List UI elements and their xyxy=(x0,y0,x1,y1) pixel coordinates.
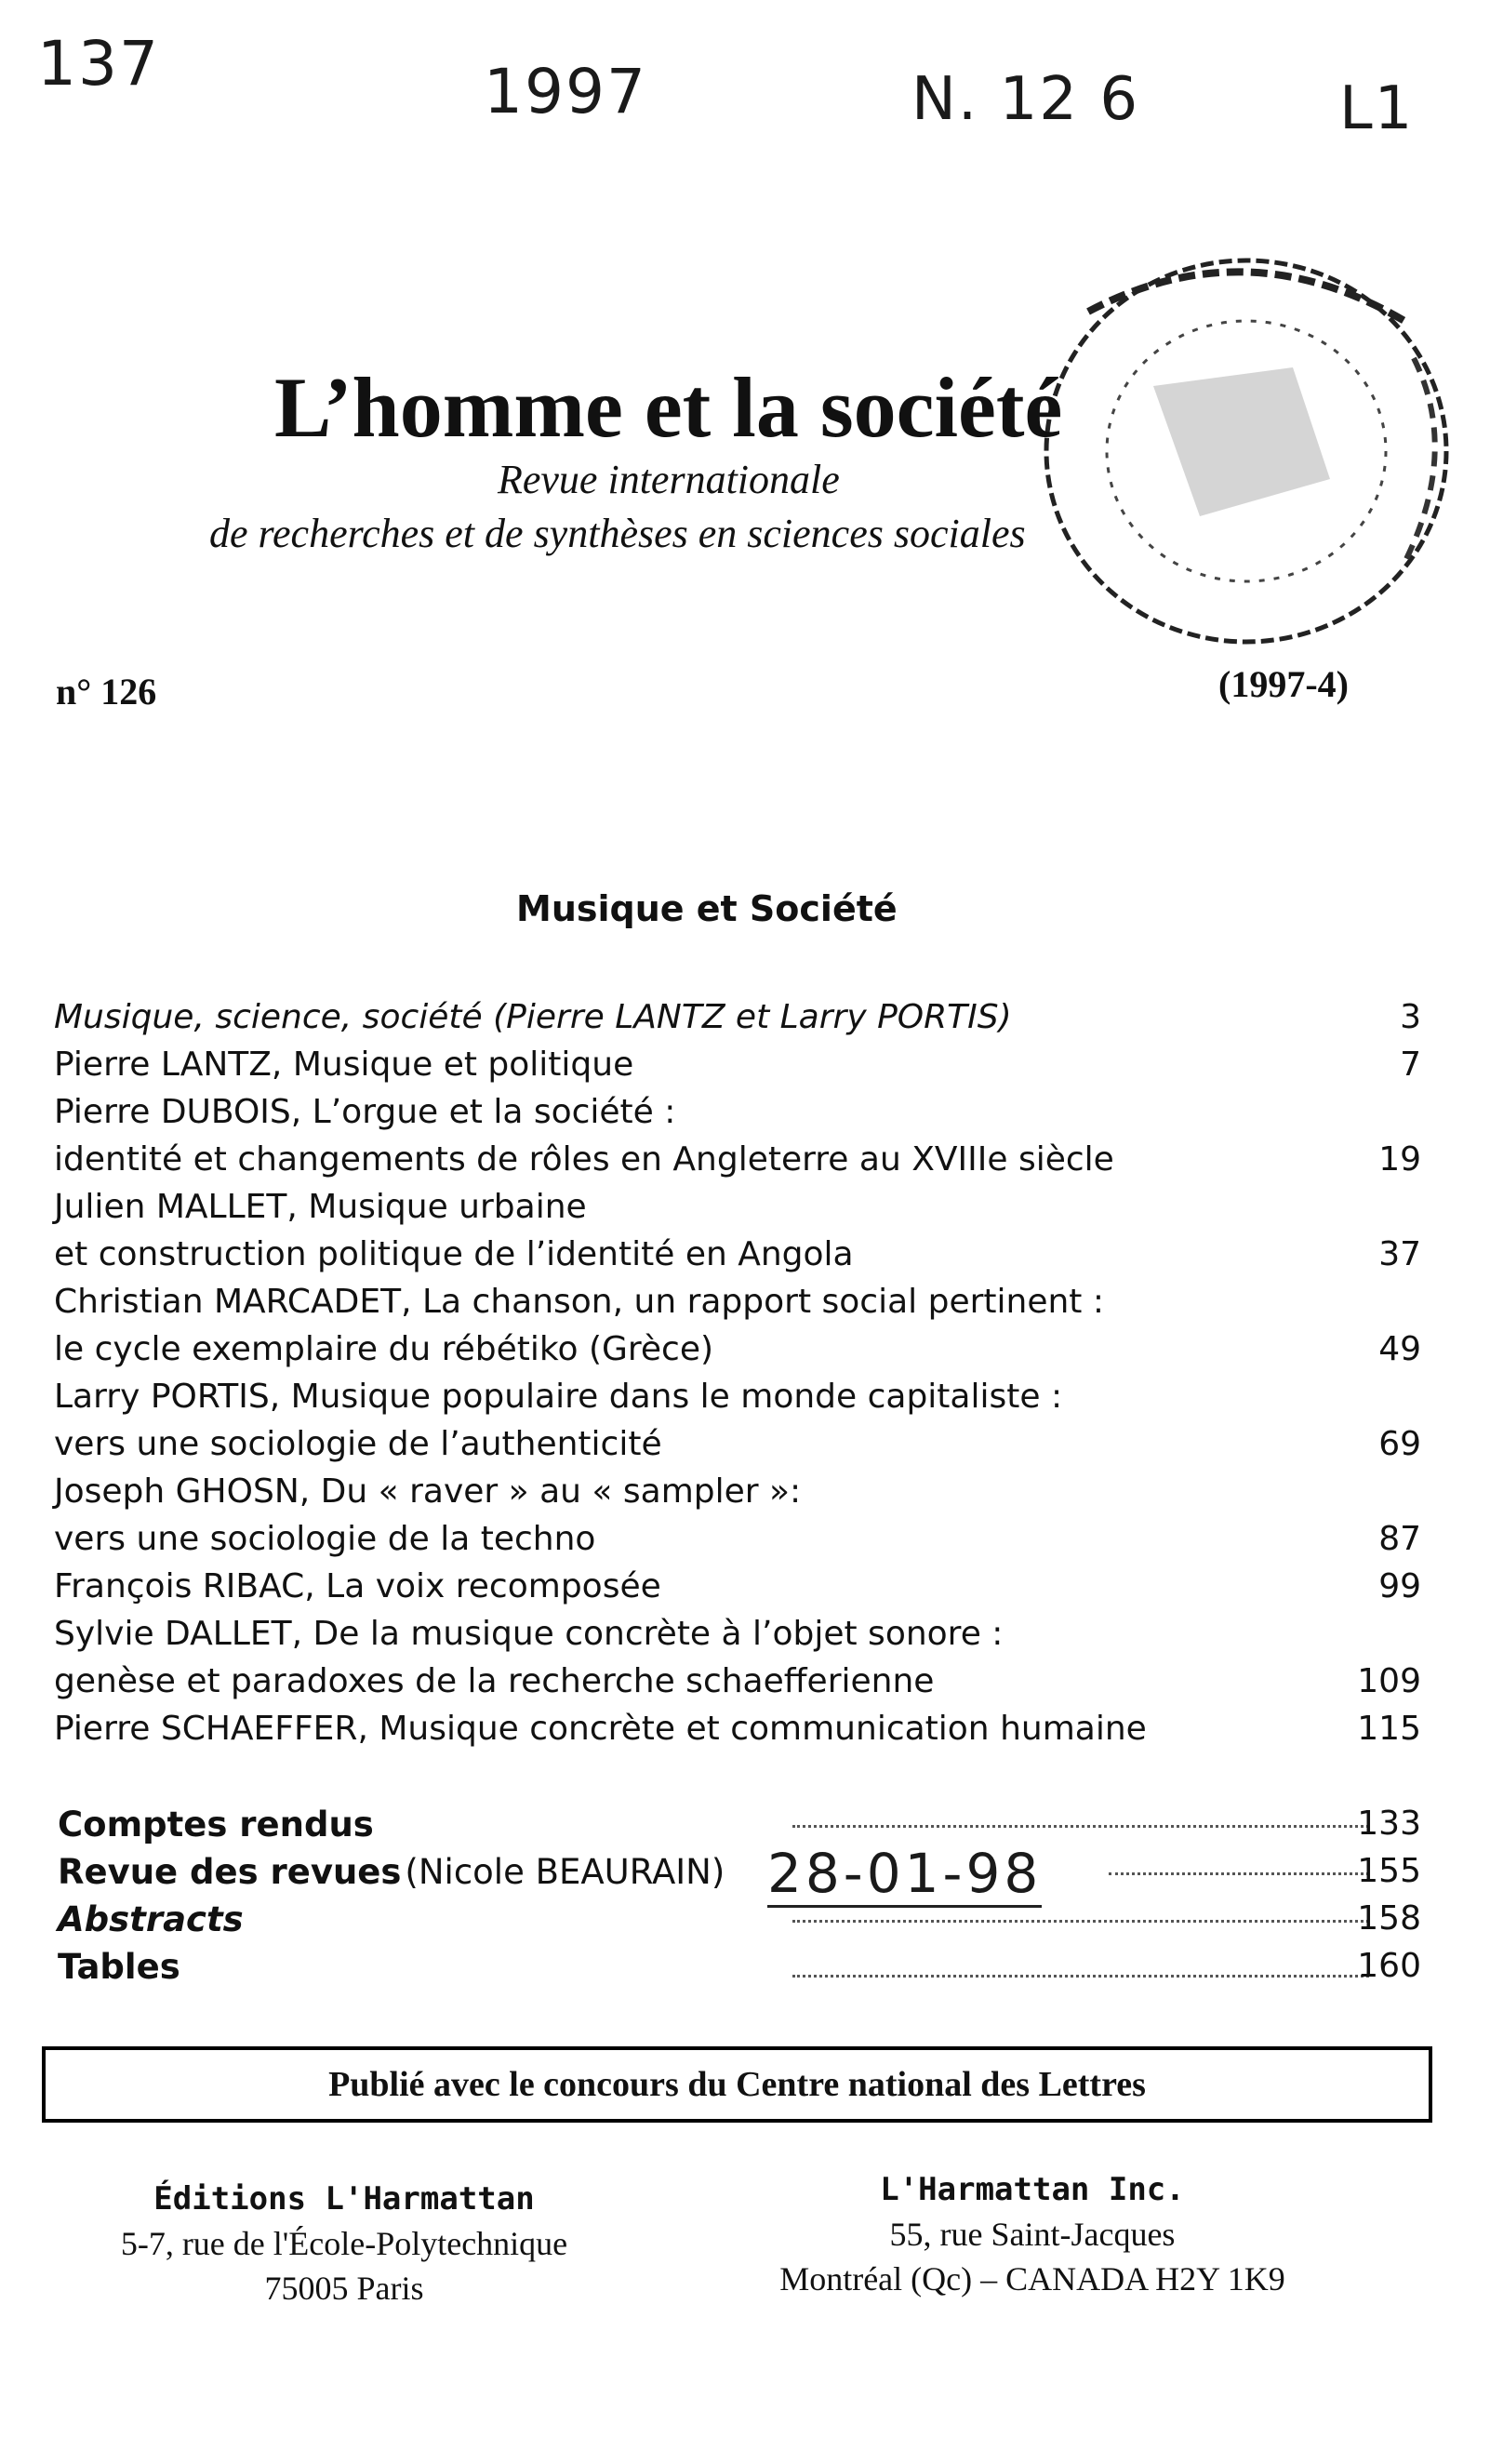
toc-entry-page: 37 xyxy=(1378,1235,1421,1273)
toc-entry-text: Sylvie DALLET, De la musique concrète à l’objet sonore : xyxy=(54,1615,1004,1653)
issue-period: (1997-4) xyxy=(1218,663,1349,705)
handwritten-year: 1997 xyxy=(484,56,647,127)
publisher-left-line2: 75005 Paris xyxy=(264,2270,424,2307)
toc-entry-text: Pierre SCHAEFFER, Musique concrète et communication humaine xyxy=(54,1710,1147,1748)
toc-entry-page: 7 xyxy=(1400,1046,1421,1084)
section-row xyxy=(58,1805,1421,1852)
toc-row xyxy=(54,1283,1421,1330)
publisher-left xyxy=(65,2177,623,2311)
dotted-leader xyxy=(792,1920,1369,1923)
toc-entry-text: Joseph GHOSN, Du « raver » au « sampler »: xyxy=(54,1472,802,1511)
theme-heading: Musique et Société xyxy=(516,888,898,929)
toc-entry-text: identité et changements de rôles en Angleterre au XVIIIe siècle xyxy=(54,1140,1114,1179)
publication-notice: Publié avec le concours du Centre national des Lettres xyxy=(328,2065,1146,2104)
toc-row xyxy=(54,998,1421,1046)
section-label: Comptes rendus xyxy=(58,1805,374,1845)
toc-row xyxy=(54,1330,1421,1378)
toc-entry-text: et construction politique de l’identité en Angola xyxy=(54,1235,854,1273)
toc-row xyxy=(54,1378,1421,1425)
toc-entry-page: 87 xyxy=(1378,1520,1421,1558)
toc-row xyxy=(54,1472,1421,1520)
publication-notice-box xyxy=(42,2046,1432,2123)
toc-entry-text: Christian MARCADET, La chanson, un rapport social pertinent : xyxy=(54,1283,1104,1321)
toc-entry-page: 109 xyxy=(1357,1662,1421,1700)
toc-entry-text: vers une sociologie de la techno xyxy=(54,1520,596,1558)
toc-row xyxy=(54,1140,1421,1188)
publisher-right-name: L'Harmattan Inc. xyxy=(880,2171,1185,2208)
toc-entry-text: Larry PORTIS, Musique populaire dans le monde capitaliste : xyxy=(54,1378,1063,1416)
toc-entry-page: 3 xyxy=(1400,998,1421,1036)
toc-entry-page: 49 xyxy=(1378,1330,1421,1368)
library-stamp xyxy=(1014,237,1479,674)
toc-entry-text: Pierre LANTZ, Musique et politique xyxy=(54,1046,634,1084)
toc-row xyxy=(54,1046,1421,1093)
toc-entry-page: 69 xyxy=(1378,1425,1421,1463)
journal-subtitle-line1: Revue internationale xyxy=(498,457,840,502)
toc-entry-text: le cycle exemplaire du rébétiko (Grèce) xyxy=(54,1330,714,1368)
toc-row xyxy=(54,1425,1421,1472)
publisher-right-line2: Montréal (Qc) – CANADA H2Y 1K9 xyxy=(779,2260,1285,2298)
toc-row xyxy=(54,1188,1421,1235)
handwritten-number: N. 12 6 xyxy=(911,65,1140,134)
publisher-left-line1: 5-7, rue de l'École-Polytechnique xyxy=(120,2225,568,2262)
section-page: 133 xyxy=(1357,1805,1421,1843)
toc-entry-text: Pierre DUBOIS, L’orgue et la société : xyxy=(54,1093,676,1131)
toc-entry-text: Musique, science, société (Pierre LANTZ et Larry PORTIS) xyxy=(54,998,1012,1036)
toc-row xyxy=(54,1093,1421,1140)
toc-entry-text: genèse et paradoxes de la recherche schaefferienne xyxy=(54,1662,935,1700)
publisher-right xyxy=(707,2167,1358,2301)
issue-number: n° 126 xyxy=(56,671,157,713)
toc-row xyxy=(54,1567,1421,1615)
toc-row xyxy=(54,1615,1421,1662)
handwritten-date: 28-01-98 xyxy=(767,1842,1042,1908)
toc-entry-text: Julien MALLET, Musique urbaine xyxy=(54,1188,587,1226)
toc-entry-page: 19 xyxy=(1378,1140,1421,1179)
table-of-contents xyxy=(54,998,1421,1757)
toc-entry-text: vers une sociologie de l’authenticité xyxy=(54,1425,662,1463)
section-row xyxy=(58,1899,1421,1947)
toc-row xyxy=(54,1662,1421,1710)
section-page: 158 xyxy=(1357,1899,1421,1938)
toc-row xyxy=(54,1520,1421,1567)
handwritten-ref: 137 xyxy=(37,28,160,100)
section-page: 155 xyxy=(1357,1852,1421,1890)
toc-row xyxy=(54,1710,1421,1757)
publisher-left-name: Éditions L'Harmattan xyxy=(153,2180,535,2218)
journal-subtitle-line2: de recherches et de synthèses en sciences sociales xyxy=(209,511,1026,556)
section-label: Tables xyxy=(58,1947,180,1987)
dotted-leader xyxy=(792,1825,1369,1828)
handwritten-mark: L1 xyxy=(1339,74,1415,143)
section-label: Abstracts xyxy=(58,1899,244,1939)
publisher-right-line1: 55, rue Saint-Jacques xyxy=(889,2216,1176,2253)
section-extra: (Nicole BEAURAIN) xyxy=(405,1852,725,1892)
toc-entry-page: 99 xyxy=(1378,1567,1421,1605)
section-label: Revue des revues xyxy=(58,1852,402,1892)
back-sections xyxy=(58,1805,1421,1994)
section-row xyxy=(58,1947,1421,1994)
section-row xyxy=(58,1852,1421,1899)
journal-title: L’homme et la société xyxy=(274,360,1063,455)
toc-entry-text: François RIBAC, La voix recomposée xyxy=(54,1567,661,1605)
toc-entry-page: 115 xyxy=(1357,1710,1421,1748)
dotted-leader xyxy=(792,1975,1369,1978)
section-page: 160 xyxy=(1357,1947,1421,1985)
toc-row xyxy=(54,1235,1421,1283)
